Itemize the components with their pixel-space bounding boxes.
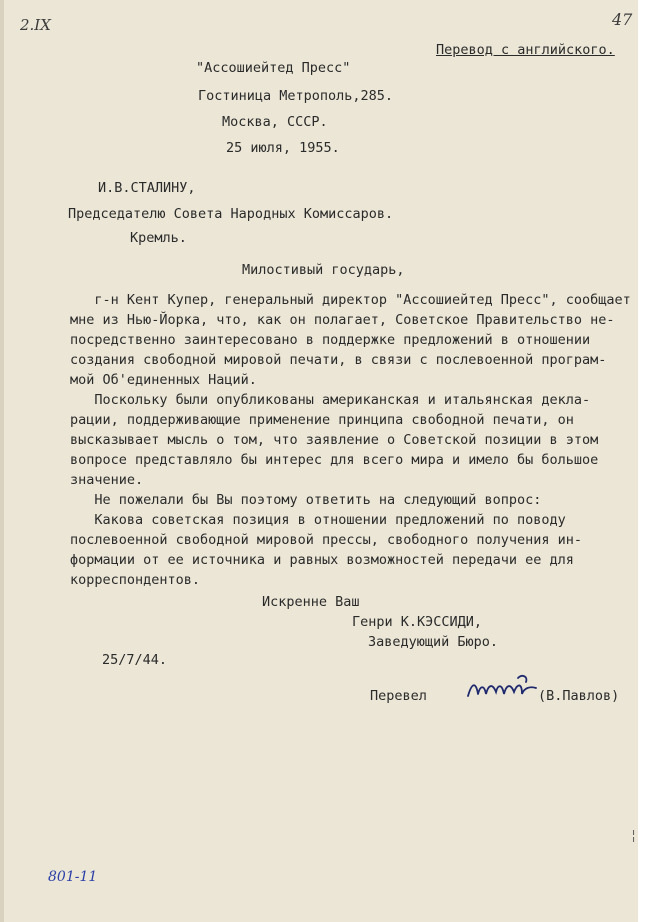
body-line: г-н Кент Купер, генеральный директор "Ассошиейтед Пресс", сообщает [70, 292, 631, 308]
salutation: Милостивый государь, [242, 262, 405, 278]
recipient-name: И.В.СТАЛИНУ, [98, 180, 196, 196]
body-line: значение. [70, 472, 144, 488]
translated-by-label: Перевел [370, 688, 427, 704]
sender-name: Генри К.КЭССИДИ, [352, 614, 483, 630]
translator-name: (В.Павлов) [538, 688, 620, 704]
archive-mark-bottom-left: 801-11 [48, 869, 98, 885]
valediction: Искренне Ваш [262, 594, 360, 610]
body-line: высказывает мысль о том, что заявление о Советской позиции в этом [70, 432, 599, 448]
translation-note: Перевод с английского. [436, 42, 615, 58]
body-line: корреспондентов. [70, 572, 201, 588]
translator-signature [466, 672, 538, 704]
sender-address: Гостиница Метрополь,285. [198, 88, 394, 104]
letter-date: 25 июля, 1955. [226, 140, 340, 156]
archive-mark-top-left: 2.IX [20, 16, 51, 34]
body-line: Поскольку были опубликованы американская и итальянская декла- [70, 392, 591, 408]
body-line: Не пожелали бы Вы поэтому ответить на следующий вопрос: [70, 492, 542, 508]
scan-margin [638, 0, 656, 922]
sender-position: Заведующий Бюро. [368, 634, 499, 650]
footer-date: 25/7/44. [102, 652, 168, 668]
recipient-place: Кремль. [130, 230, 187, 246]
body-line: мой Об'единенных Наций. [70, 372, 257, 388]
edge-mark: ╎ [630, 829, 638, 843]
body-line: вопросе представляло бы интерес для всего мира и имело бы большое [70, 452, 599, 468]
body-line: формации от ее источника и равных возможностей передачи ее для [70, 552, 574, 568]
sender-city: Москва, СССР. [222, 114, 328, 130]
page-number-mark: 47 [612, 10, 633, 29]
body-line: посредственно заинтересовано в поддержке предложений в отношении [70, 332, 591, 348]
body-line: Какова советская позиция в отношении предложений по поводу [70, 512, 566, 528]
body-line: послевоенной свободной мировой прессы, свободного получения ин- [70, 532, 583, 548]
body-line: мне из Нью-Йорка, что, как он полагает, Советское Правительство не- [70, 312, 615, 328]
sender-org: "Ассошиейтед Пресс" [196, 60, 351, 76]
page-edge [0, 0, 4, 922]
body-line: создания свободной мировой печати, в связи с послевоенной програм- [70, 352, 607, 368]
recipient-title: Председателю Совета Народных Комиссаров. [68, 206, 394, 222]
body-line: рации, поддерживающие применение принципа свободной печати, он [70, 412, 574, 428]
